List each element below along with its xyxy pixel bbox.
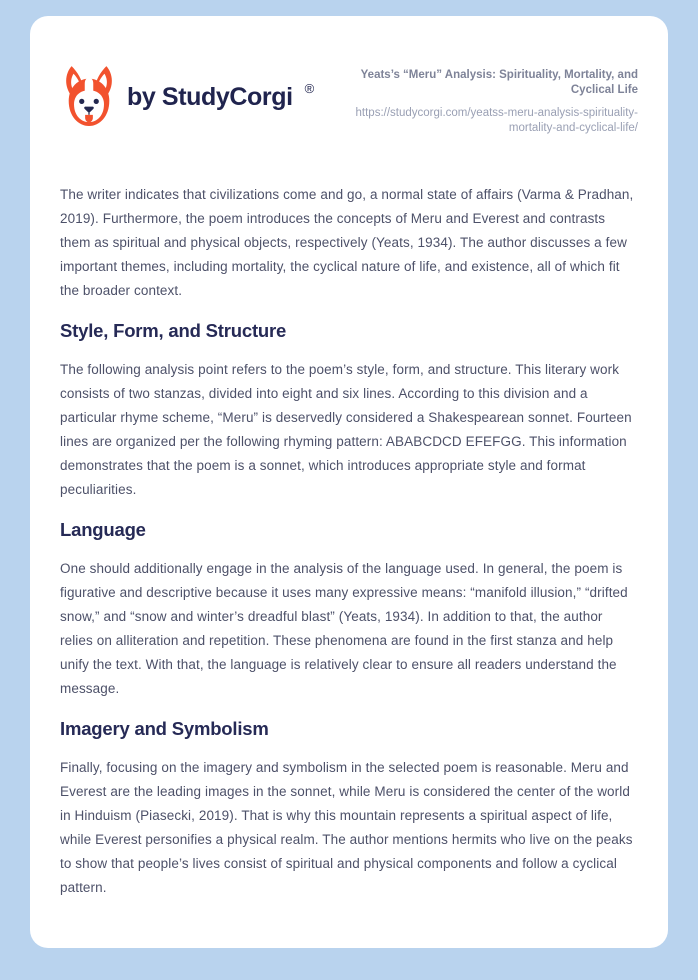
document-header bbox=[60, 65, 638, 136]
studycorgi-brand bbox=[60, 65, 314, 129]
section-heading-language: Language bbox=[60, 519, 146, 540]
document-title-block bbox=[314, 65, 638, 136]
intro-paragraph: The writer indicates that civilizations come and go, a normal state of affairs (Varma & Pradhan, 2019). Furthermore, the poem introduces the concepts of Meru and Everest and contrasts them as spiritual and physical objects, respectively (Yeats, 1934). The author discusses a few important themes, including mortality, the cyclical nature of life, and existence, all of which fit the broader context. bbox=[60, 187, 634, 298]
section-paragraph-imagery-symbolism: Finally, focusing on the imagery and symbolism in the selected poem is reasonable. Meru and Everest are the leading images in the sonnet, while Meru is considered the center of the world in Hinduism (Piasecki, 2019). That is why this mountain represents a spiritual aspect of life, while Everest personifies a physical realm. The author mentions hermits who live on the peaks to show that people’s lives consist of spiritual and physical components and follow a cyclical pattern. bbox=[60, 760, 633, 895]
brand-text: by StudyCorgi bbox=[127, 82, 293, 111]
article-content bbox=[60, 183, 638, 900]
section-paragraph-style-form-structure: The following analysis point refers to the poem’s style, form, and structure. This literary work consists of two stanzas, divided into eight and six lines. According to this division and a particular rhyme scheme, “Meru” is deservedly considered a Shakespearean sonnet. Fourteen lines are organized per the following rhyming pattern: ABABCDCD EFEFGG. This information demonstrates that the poem is a sonnet, which introduces appropriate style and format peculiarities. bbox=[60, 362, 632, 497]
section-heading-imagery-symbolism: Imagery and Symbolism bbox=[60, 718, 269, 739]
document-card bbox=[30, 16, 668, 948]
registered-trademark-symbol: ® bbox=[304, 80, 315, 96]
section-paragraph-language: One should additionally engage in the analysis of the language used. In general, the poem is figurative and descriptive because it uses many expressive means: “manifold illusion,” “drifted snow,” and “snow and winter’s dreadful blast” (Yeats, 1934). In addition to that, the author relies on alliteration and repetition. These phenomena are found in the first stanza and help unify the text. With that, the language is relatively clear to ensure all readers understand the message. bbox=[60, 561, 628, 696]
corgi-logo-icon bbox=[60, 65, 118, 129]
document-url-link[interactable]: https://studycorgi.com/yeatss-meru-analysis-spirituality-mortality-and-cyclical-life/ bbox=[355, 107, 638, 134]
document-title: Yeats’s “Meru” Analysis: Spirituality, Mortality, and Cyclical Life bbox=[360, 69, 638, 96]
section-heading-style-form-structure: Style, Form, and Structure bbox=[60, 320, 287, 341]
